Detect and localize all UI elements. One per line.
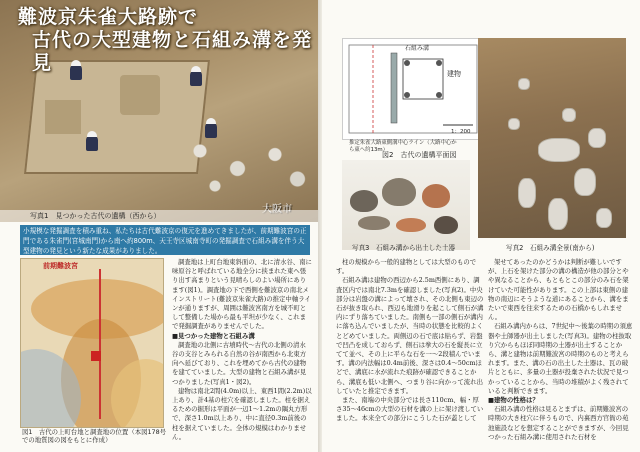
right-text-column-1: [336, 258, 484, 448]
paragraph: 架せてあったのかどうかは判断が難しいですが、上石を架けた部分の溝の構造が他の部分とやや異なることから、もともとこの部分のみ石を架けていた可能性があります。この上部は東側の建物の南辺にそうような道にあることから、溝をまたいで東西を往来するための石橋かもしれません。: [488, 258, 629, 322]
stone-ditch-photo: [478, 38, 626, 238]
paragraph: また、南端の中央部分では長さ110cm、幅・厚さ35～46cmの大型の石材を溝の上に架け渡していました。本来全ての部分にこうした石が蓋として: [336, 396, 484, 423]
paragraph: 石組み溝内からは、7世紀中～後葉の時期の須恵器や土師器が出土しました(写真3)。建物の柱抜取り穴からもほぼ同時期の土器が出土することから、溝と建物は前期難波宮の時期のものと考えられます。また、溝の石の出土した土器は、瓦の破片とともに、多量の土器が投棄された状況で見つかっていることから、当時の堆積がよく残されていると判断できます。: [488, 322, 633, 395]
title-line-2: 古代の大型建物と石組み溝を発見: [32, 29, 313, 74]
figure3-caption: 写真3 石組み溝から出土した土器: [352, 244, 456, 252]
topographic-map: [20, 258, 164, 428]
stone-ditch-rocks: [170, 130, 318, 200]
worker-figure: [86, 135, 98, 151]
right-text-column-2: [488, 258, 634, 448]
plan-scale: 1：200: [451, 129, 471, 135]
title-line-1: 難波京朱雀大路跡で: [18, 6, 199, 28]
suzaku-axis-line: [99, 269, 101, 419]
figure2-caption: 図2 古代の遺構平面図: [382, 151, 457, 159]
paragraph: 石組み溝の性格は見るとまずは、前期難波宮の時期の大き柱穴に伴うもので、内裏西方官衙の苑池施設などを想定することができますが、今回見つかった石組み溝に使用された石材を: [488, 405, 629, 441]
plan-label-axis: 推定朱雀大路東側溝中心ライン（大路中心から東へ約13m）: [349, 140, 457, 153]
lead-paragraph: 小規模な発掘調査を積み重ね、私たちは古代難波京の復元を進めてきましたが、前期難波宮の正門である朱雀門(宮城南門)から南へ約800m、天王寺区城南寺町の発掘調査で石組み溝を伴う大型建物の発見という新たな成果がありました。: [20, 225, 310, 255]
site-plan-figure: [342, 38, 484, 153]
excavation-photo: [0, 0, 318, 222]
section-heading: ■見つかった建物と石組み溝: [172, 331, 255, 340]
paragraph: 調査地は上町台地東斜面の、北に清水谷、南に味原谷と呼ばれている地全分に挟まれた東へ張り出す高まりという見晴らしのよい場所にあります(図1)。調査地の下で西側を難波京の南北メインストリート(難波京朱雀大路)の推定中軸ラインが通りますが、周囲は難波宮南方を城不町として整備した場から最も平坦が少なく、これまで発掘調査がありませんでした。: [172, 258, 312, 331]
map-label: 前期難波宮: [43, 262, 78, 270]
pottery-photo: [342, 160, 470, 250]
plan-label-building: 建物: [447, 70, 461, 78]
worker-figure: [205, 122, 217, 138]
left-text-column: [172, 258, 312, 448]
site-marker: [91, 351, 101, 361]
article-title: [18, 6, 318, 75]
plan-drawing: [343, 39, 483, 139]
paragraph: 柱の規模から一般的建物としては大型のものです。: [336, 258, 477, 276]
figure1-caption: 図1 古代の上町台地と調査地の位置（本図178号での地質図の図をもとに作成）: [22, 428, 167, 444]
paragraph: 石組み溝は建物の西辺から2.5m西側にあり、調査区内では南北7.3mを確認しました(写真2)。中央部分は岩盤の溝によって壊され、その北側も東辺の石が抜き取られ、西辺も地滑りを起こして側石が溝内にずり落ちていました。南側も一部の側石が溝内に落ち込んでいましたが、当時の状態を比較的よくとどめていました。両側辺の石で底は貼らず、岩盤で凹凸を成しておらず、側石は拳大の石を縦長に立てて並べ、その上に平らな石を一〜2段積んでいます。溝の内法幅は0.4m前後、深さは0.4〜50cmほどで、溝底に水が流れた痕跡が確認できることから、溝底も低い北側へ、つまり谷に向かって流れ出していたと推定できます。: [336, 276, 484, 395]
figure4-caption: 写真2 石組み溝全景(南から): [506, 244, 595, 252]
section-heading: ■建物の性格は？: [488, 396, 539, 405]
plan-label-ditch: 石組み溝: [405, 45, 430, 52]
left-page: [0, 0, 318, 452]
paragraph: 建物は南北2間(4.0m)以上、東西1間(2.2m)以上あり、計4基の柱穴を確認しました。柱を据えるための掘形は平面が一辺1～1.2mの隅丸方形で、深さ1.0m以上あり、中に直径0.3m前後の柱を据えていました。全体の規模はわかりません。: [172, 386, 312, 441]
right-page: [322, 0, 640, 452]
paragraph: 調査地の北側に古墳時代～古代の北側の清水谷の支谷とみられる自然の谷が南西から北東方向へ延びており、これを埋めてから古代の建物を建てていました。大型の建物と石組み溝が見つかりました(写真1・図2)。: [172, 340, 307, 386]
photo1-caption: 写真1 見つかった古代の遺構（西から）: [0, 210, 318, 222]
